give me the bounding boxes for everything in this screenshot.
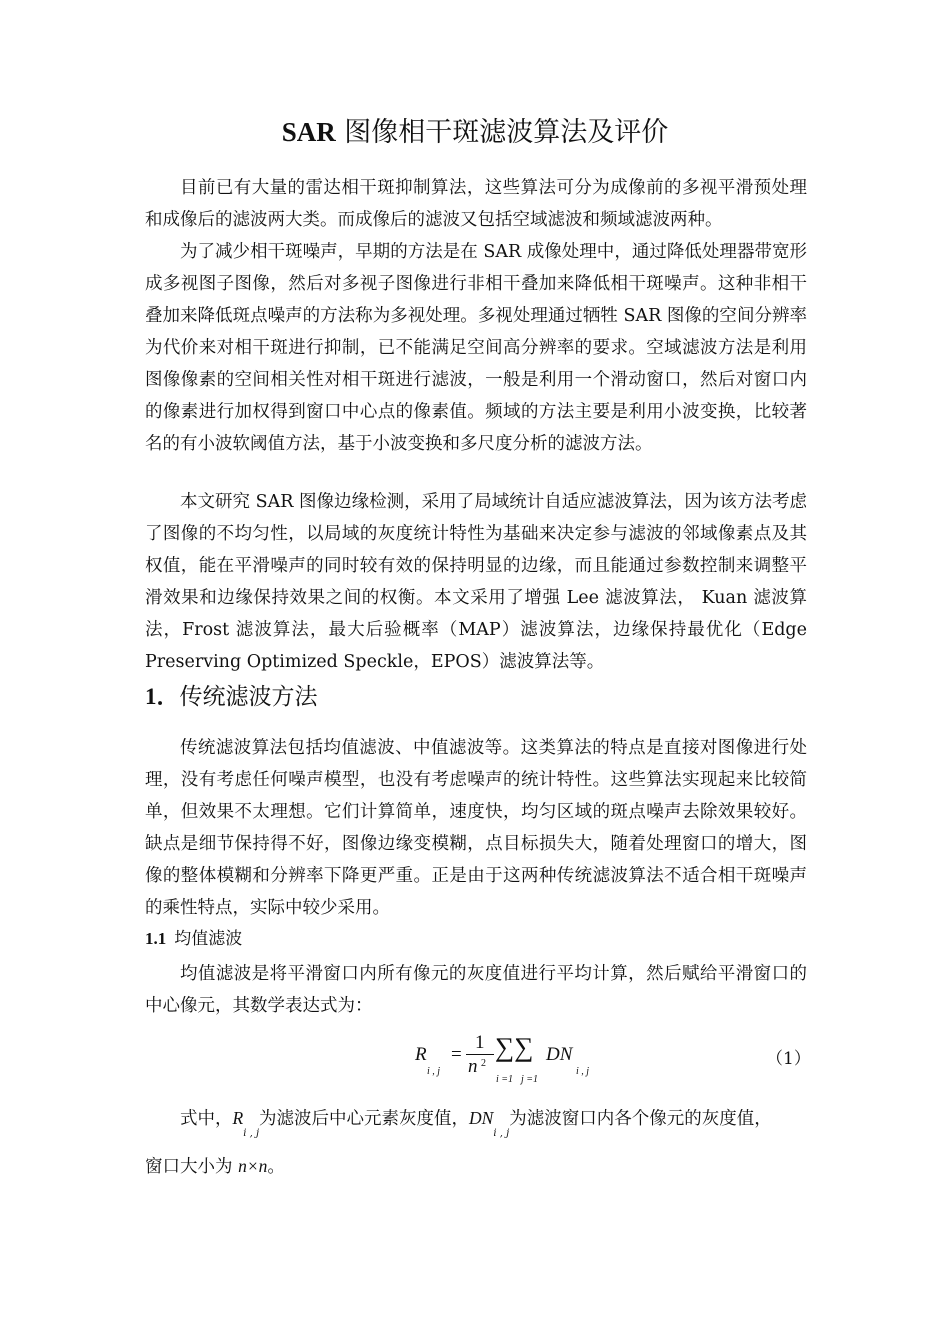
formula-numerator: 1 [475, 1032, 485, 1053]
explain-prefix: 式中， [180, 1109, 233, 1129]
equation-number: （1） [766, 1049, 811, 1069]
explain-var-dn-subscript: i , j [493, 1128, 510, 1139]
paragraph-multilook: 为了减少相干斑噪声，早期的方法是在 SAR 成像处理中，通过降低处理器带宽形成多视图子图像，然后对多视子图像进行非相干叠加来降低相干斑噪声。这种非相干叠加来降低斑点噪声的方法称为多视处理。多视处理通过牺牲 SAR 图像的空间分辨率为代价来对相干斑进行抑制，已不能满足空间高分辨率的要求。空域滤波方法是利用图像像素的空间相关性对相干斑进行滤波，一般是利用一个滑动窗口，然后对窗口内的像素进行加权得到窗口中心点的像素值。频域的方法主要是利用小波变换，比较著名的有小波软阈值方法，基于小波变换和多尺度分析的滤波方法。 [145, 242, 807, 454]
explain-var-r-subscript: i , j [243, 1128, 260, 1139]
paragraph-intro: 目前已有大量的雷达相干斑抑制算法，这些算法可分为成像前的多视平滑预处理和成像后的滤波两大类。而成像后的滤波又包括空域滤波和频域滤波两种。 [145, 178, 807, 230]
window-size-prefix: 窗口大小为 [145, 1157, 239, 1177]
formula-rhs-subscript: i , j [576, 1066, 590, 1077]
window-size-suffix: 。 [267, 1157, 285, 1177]
formula-denominator: n [468, 1056, 478, 1077]
formula-denominator-exponent: 2 [481, 1058, 486, 1069]
explain-middle: 为滤波后中心元素灰度值， [259, 1109, 470, 1129]
section-title: 传统滤波方法 [179, 684, 318, 710]
paragraph-traditional: 传统滤波算法包括均值滤波、中值滤波等。这类算法的特点是直接对图像进行处理，没有考虑任何噪声模型，也没有考虑噪声的统计特性。这些算法实现起来比较简单，但效果不太理想。它们计算简单，速度快，均匀区域的斑点噪声去除效果较好。缺点是细节保持得不好，图像边缘变模糊，点目标损失大，随着处理窗口的增大，图像的整体模糊和分辨率下降更严重。正是由于这两种传统滤波算法不适合相干斑噪声的乘性特点，实际中较少采用。 [145, 738, 807, 918]
subsection-heading-1-1 [145, 926, 242, 952]
equation-1 [415, 1032, 655, 1096]
subsection-title: 均值滤波 [174, 929, 243, 949]
page-title [0, 112, 950, 153]
explain-var-dn: DN [469, 1108, 494, 1128]
window-size-value: n×n [238, 1156, 268, 1176]
explain-suffix: 为滤波窗口内各个像元的灰度值， [509, 1109, 772, 1129]
section-number: 1． [145, 684, 180, 709]
title-cjk: 图像相干斑滤波算法及评价 [335, 117, 669, 148]
formula-equals: = [451, 1044, 462, 1065]
formula-lhs: R [415, 1044, 427, 1065]
formula-rhs: DN [546, 1044, 573, 1065]
formula-explanation [180, 1102, 772, 1138]
subsection-number: 1.1 [145, 929, 167, 948]
formula-double-sum: ∑∑ [495, 1032, 534, 1062]
explain-var-r: R [232, 1108, 244, 1128]
fraction-bar [466, 1054, 494, 1055]
window-size-line [145, 1150, 285, 1183]
formula-sum-index-j: j =1 [521, 1074, 539, 1085]
title-latin: SAR [281, 117, 336, 147]
paragraph-method: 本文研究 SAR 图像边缘检测，采用了局域统计自适应滤波算法，因为该方法考虑了图像的不均匀性，以局域的灰度统计特性为基础来决定参与滤波的邻域像素点及其权值，能在平滑噪声的同时较有效的保持明显的边缘，而且能通过参数控制来调整平滑效果和边缘保持效果之间的权衡。本文采用了增强 Lee 滤波算法， Kuan 滤波算法，Frost 滤波算法，最大后验概率（MAP）滤波算法，边缘保持最优化（Edge Preserving Optimized Speckle，EPOS）滤波算法等。 [145, 492, 807, 672]
section-heading-1 [145, 680, 318, 714]
formula-lhs-subscript: i , j [427, 1066, 441, 1077]
formula-sum-index-i: i =1 [496, 1074, 514, 1085]
paragraph-mean-filter: 均值滤波是将平滑窗口内所有像元的灰度值进行平均计算，然后赋给平滑窗口的中心像元，其数学表达式为： [145, 964, 807, 1016]
